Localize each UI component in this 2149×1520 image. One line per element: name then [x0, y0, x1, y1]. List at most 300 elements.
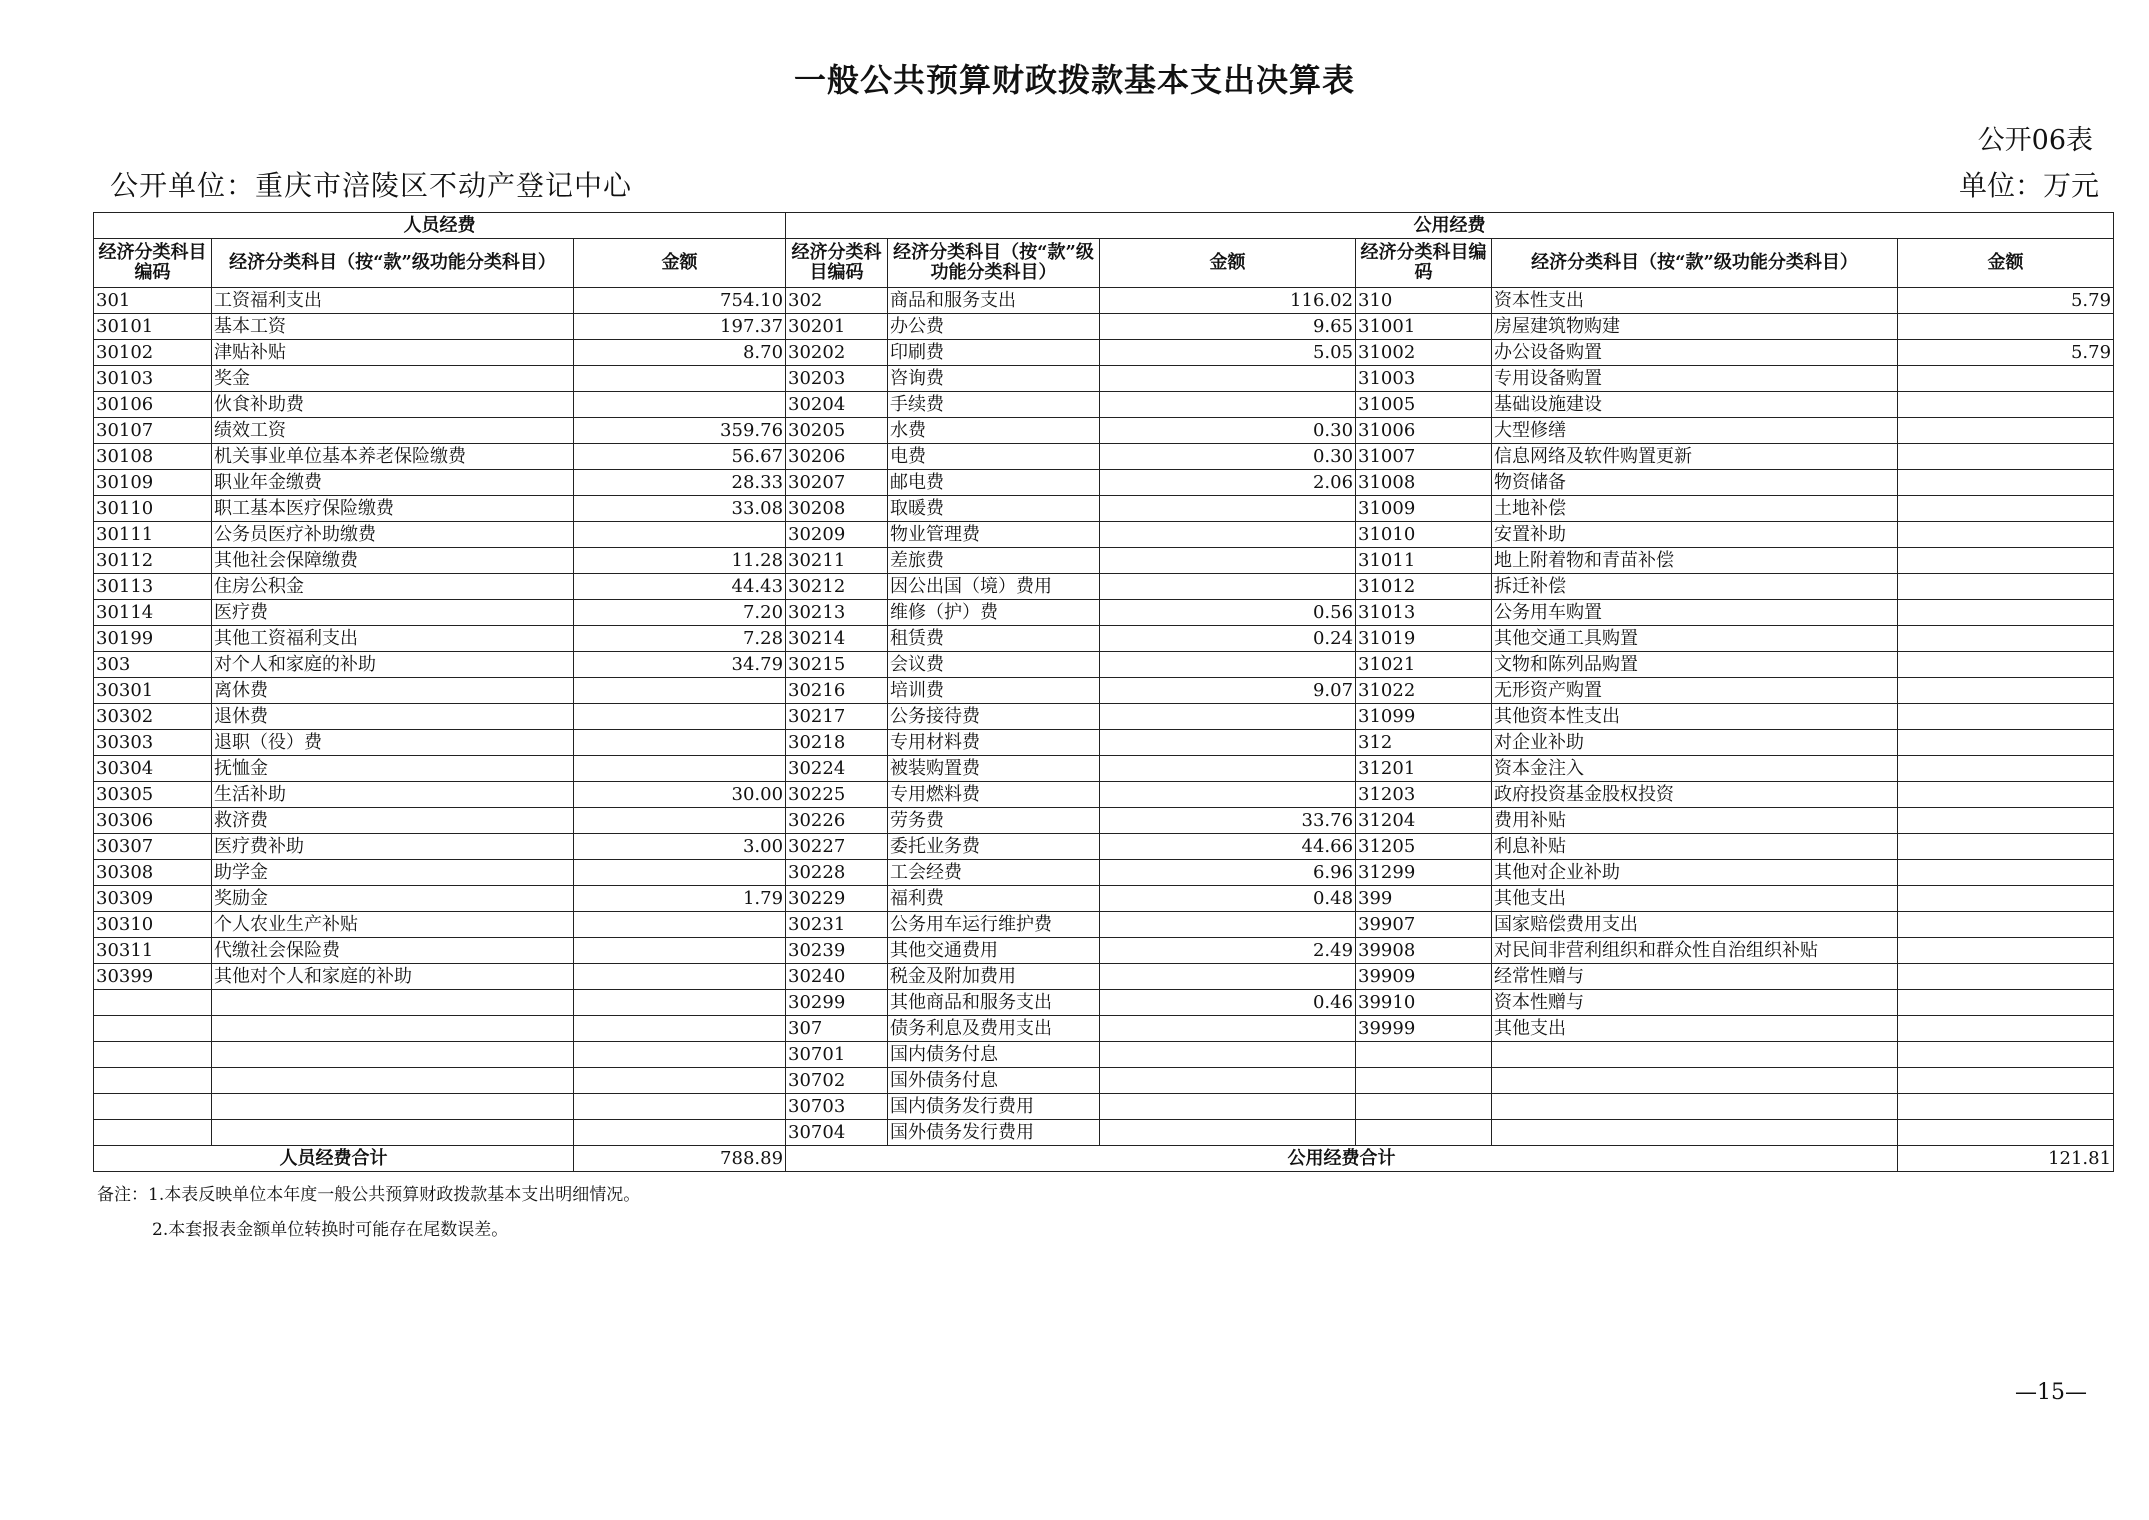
name-cell: 文物和陈列品购置 [1492, 652, 1898, 678]
code-cell: 30304 [94, 756, 212, 782]
name-cell: 拆迁补偿 [1492, 574, 1898, 600]
code-cell: 31012 [1356, 574, 1492, 600]
amount-cell [1898, 808, 2114, 834]
header-code-a: 经济分类科目编码 [94, 239, 212, 288]
amount-cell [574, 392, 786, 418]
name-cell: 国内债务付息 [888, 1042, 1100, 1068]
name-cell: 工会经费 [888, 860, 1100, 886]
amount-cell [1898, 730, 2114, 756]
name-cell: 房屋建筑物购建 [1492, 314, 1898, 340]
name-cell: 无形资产购置 [1492, 678, 1898, 704]
table-row [94, 808, 2114, 834]
code-cell: 31008 [1356, 470, 1492, 496]
code-cell: 30240 [786, 964, 888, 990]
code-cell: 307 [786, 1016, 888, 1042]
amount-cell [1898, 1120, 2114, 1146]
amount-cell [1898, 418, 2114, 444]
amount-cell [1898, 756, 2114, 782]
name-cell: 资本性赠与 [1492, 990, 1898, 1016]
amount-cell [1898, 912, 2114, 938]
code-cell: 39908 [1356, 938, 1492, 964]
name-cell: 债务利息及费用支出 [888, 1016, 1100, 1042]
code-cell: 30302 [94, 704, 212, 730]
code-cell: 30702 [786, 1068, 888, 1094]
amount-cell: 116.02 [1100, 288, 1356, 314]
name-cell: 资本性支出 [1492, 288, 1898, 314]
code-cell: 30112 [94, 548, 212, 574]
amount-cell: 0.48 [1100, 886, 1356, 912]
code-cell: 39999 [1356, 1016, 1492, 1042]
name-cell: 医疗费 [212, 600, 574, 626]
name-cell: 医疗费补助 [212, 834, 574, 860]
amount-cell: 3.00 [574, 834, 786, 860]
amount-cell [1898, 938, 2114, 964]
page-title: 一般公共预算财政拨款基本支出决算表 [793, 61, 1355, 99]
code-cell: 30113 [94, 574, 212, 600]
code-cell: 30106 [94, 392, 212, 418]
table-row [94, 626, 2114, 652]
amount-cell [574, 860, 786, 886]
code-cell: 30701 [786, 1042, 888, 1068]
name-cell: 其他支出 [1492, 886, 1898, 912]
name-cell: 邮电费 [888, 470, 1100, 496]
amount-cell [1100, 1120, 1356, 1146]
amount-cell [1898, 1094, 2114, 1120]
table-row [94, 548, 2114, 574]
amount-cell [1898, 470, 2114, 496]
name-cell: 对个人和家庭的补助 [212, 652, 574, 678]
code-cell [94, 1120, 212, 1146]
name-cell: 对企业补助 [1492, 730, 1898, 756]
code-cell: 39907 [1356, 912, 1492, 938]
name-cell: 基本工资 [212, 314, 574, 340]
amount-cell [1898, 1068, 2114, 1094]
name-cell: 取暖费 [888, 496, 1100, 522]
code-cell [94, 1016, 212, 1042]
header-name-a: 经济分类科目（按“款”级功能分类科目） [212, 239, 574, 288]
name-cell: 其他对个人和家庭的补助 [212, 964, 574, 990]
code-cell: 30307 [94, 834, 212, 860]
name-cell: 税金及附加费用 [888, 964, 1100, 990]
name-cell: 大型修缮 [1492, 418, 1898, 444]
code-cell: 31010 [1356, 522, 1492, 548]
code-cell: 31299 [1356, 860, 1492, 886]
amount-cell [574, 938, 786, 964]
code-cell: 30110 [94, 496, 212, 522]
name-cell: 津贴补贴 [212, 340, 574, 366]
amount-cell [1898, 444, 2114, 470]
name-cell: 咨询费 [888, 366, 1100, 392]
personnel-section-header: 人员经费 [94, 213, 786, 239]
header-name-c: 经济分类科目（按“款”级功能分类科目） [1492, 239, 1898, 288]
name-cell: 地上附着物和青苗补偿 [1492, 548, 1898, 574]
amount-cell [574, 678, 786, 704]
code-cell: 31205 [1356, 834, 1492, 860]
code-cell: 30217 [786, 704, 888, 730]
name-cell: 费用补贴 [1492, 808, 1898, 834]
name-cell: 公务员医疗补助缴费 [212, 522, 574, 548]
amount-cell: 7.20 [574, 600, 786, 626]
table-row [94, 652, 2114, 678]
amount-cell [1898, 990, 2114, 1016]
name-cell [212, 1016, 574, 1042]
public-total-label: 公用经费合计 [786, 1146, 1898, 1172]
name-cell: 奖金 [212, 366, 574, 392]
code-cell: 31002 [1356, 340, 1492, 366]
name-cell: 其他支出 [1492, 1016, 1898, 1042]
amount-cell [1100, 782, 1356, 808]
code-cell: 30226 [786, 808, 888, 834]
name-cell: 退休费 [212, 704, 574, 730]
code-cell [94, 1042, 212, 1068]
table-row [94, 418, 2114, 444]
table-row [94, 938, 2114, 964]
amount-cell [574, 990, 786, 1016]
amount-cell [1898, 1042, 2114, 1068]
name-cell: 专用材料费 [888, 730, 1100, 756]
code-cell: 312 [1356, 730, 1492, 756]
code-cell: 30303 [94, 730, 212, 756]
code-cell: 30311 [94, 938, 212, 964]
name-cell: 助学金 [212, 860, 574, 886]
amount-cell [574, 964, 786, 990]
code-cell: 30199 [94, 626, 212, 652]
amount-cell [1100, 964, 1356, 990]
amount-cell [1100, 366, 1356, 392]
table-row [94, 366, 2114, 392]
header-amount-b: 金额 [1100, 239, 1356, 288]
header-amount-c: 金额 [1898, 239, 2114, 288]
personnel-total-value: 788.89 [574, 1146, 786, 1172]
name-cell: 维修（护）费 [888, 600, 1100, 626]
amount-cell [1898, 548, 2114, 574]
name-cell: 奖励金 [212, 886, 574, 912]
table-row [94, 340, 2114, 366]
code-cell: 30399 [94, 964, 212, 990]
code-cell: 30109 [94, 470, 212, 496]
table-row [94, 782, 2114, 808]
name-cell: 基础设施建设 [1492, 392, 1898, 418]
name-cell: 职工基本医疗保险缴费 [212, 496, 574, 522]
code-cell: 30209 [786, 522, 888, 548]
name-cell: 物业管理费 [888, 522, 1100, 548]
table-row [94, 288, 2114, 314]
code-cell: 30204 [786, 392, 888, 418]
code-cell: 30231 [786, 912, 888, 938]
code-cell: 30208 [786, 496, 888, 522]
amount-cell [1898, 678, 2114, 704]
amount-cell: 44.66 [1100, 834, 1356, 860]
amount-cell [574, 522, 786, 548]
table-row [94, 730, 2114, 756]
name-cell: 其他对企业补助 [1492, 860, 1898, 886]
amount-cell: 0.56 [1100, 600, 1356, 626]
amount-cell: 9.07 [1100, 678, 1356, 704]
amount-cell [1100, 1094, 1356, 1120]
name-cell: 委托业务费 [888, 834, 1100, 860]
amount-cell [1898, 574, 2114, 600]
amount-cell [574, 730, 786, 756]
name-cell: 工资福利支出 [212, 288, 574, 314]
amount-cell [1100, 548, 1356, 574]
amount-cell: 2.06 [1100, 470, 1356, 496]
code-cell: 30111 [94, 522, 212, 548]
table-row [94, 834, 2114, 860]
code-cell: 30103 [94, 366, 212, 392]
name-cell: 资本金注入 [1492, 756, 1898, 782]
code-cell: 30202 [786, 340, 888, 366]
code-cell: 30299 [786, 990, 888, 1016]
code-cell: 30305 [94, 782, 212, 808]
code-cell: 302 [786, 288, 888, 314]
expenditure-table [93, 212, 2114, 1172]
code-cell: 31009 [1356, 496, 1492, 522]
name-cell: 劳务费 [888, 808, 1100, 834]
code-cell: 303 [94, 652, 212, 678]
amount-cell [1898, 964, 2114, 990]
code-cell: 30207 [786, 470, 888, 496]
code-cell: 31013 [1356, 600, 1492, 626]
name-cell: 国外债务付息 [888, 1068, 1100, 1094]
name-cell: 政府投资基金股权投资 [1492, 782, 1898, 808]
code-cell: 30216 [786, 678, 888, 704]
name-cell: 国内债务发行费用 [888, 1094, 1100, 1120]
name-cell: 其他商品和服务支出 [888, 990, 1100, 1016]
amount-cell [574, 1016, 786, 1042]
amount-cell [574, 912, 786, 938]
amount-cell: 5.79 [1898, 288, 2114, 314]
name-cell: 救济费 [212, 808, 574, 834]
amount-unit: 单位：万元 [1958, 169, 2099, 202]
amount-cell: 11.28 [574, 548, 786, 574]
amount-cell [574, 756, 786, 782]
code-cell: 31021 [1356, 652, 1492, 678]
amount-cell [1100, 1016, 1356, 1042]
code-cell: 30215 [786, 652, 888, 678]
code-cell: 31001 [1356, 314, 1492, 340]
code-cell: 30308 [94, 860, 212, 886]
name-cell: 其他工资福利支出 [212, 626, 574, 652]
table-row [94, 392, 2114, 418]
name-cell: 职业年金缴费 [212, 470, 574, 496]
code-cell: 30214 [786, 626, 888, 652]
note-2: 2.本套报表金额单位转换时可能存在尾数误差。 [152, 1220, 509, 1240]
amount-cell: 28.33 [574, 470, 786, 496]
table-row [94, 1068, 2114, 1094]
table-row [94, 860, 2114, 886]
code-cell [1356, 1042, 1492, 1068]
name-cell: 被装购置费 [888, 756, 1100, 782]
name-cell [212, 1068, 574, 1094]
amount-cell [1100, 392, 1356, 418]
code-cell: 30229 [786, 886, 888, 912]
name-cell: 租赁费 [888, 626, 1100, 652]
table-row [94, 704, 2114, 730]
table-row [94, 314, 2114, 340]
amount-cell [1100, 756, 1356, 782]
section-header-row [94, 213, 2114, 239]
code-cell: 31011 [1356, 548, 1492, 574]
code-cell: 31006 [1356, 418, 1492, 444]
name-cell: 住房公积金 [212, 574, 574, 600]
code-cell: 30227 [786, 834, 888, 860]
amount-cell [574, 704, 786, 730]
amount-cell [1898, 392, 2114, 418]
amount-cell: 0.46 [1100, 990, 1356, 1016]
code-cell: 31201 [1356, 756, 1492, 782]
amount-cell [574, 366, 786, 392]
code-cell [1356, 1120, 1492, 1146]
code-cell: 30201 [786, 314, 888, 340]
amount-cell: 1.79 [574, 886, 786, 912]
page-number: —15— [2015, 1380, 2087, 1405]
name-cell: 其他社会保障缴费 [212, 548, 574, 574]
name-cell [1492, 1094, 1898, 1120]
code-cell [94, 1068, 212, 1094]
public-section-header: 公用经费 [786, 213, 2114, 239]
name-cell: 机关事业单位基本养老保险缴费 [212, 444, 574, 470]
table-row [94, 886, 2114, 912]
code-cell: 30301 [94, 678, 212, 704]
amount-cell: 44.43 [574, 574, 786, 600]
amount-cell [1898, 860, 2114, 886]
code-cell: 30101 [94, 314, 212, 340]
table-row [94, 1120, 2114, 1146]
amount-cell [1898, 522, 2114, 548]
amount-cell: 0.24 [1100, 626, 1356, 652]
code-cell: 31007 [1356, 444, 1492, 470]
amount-cell: 5.79 [1898, 340, 2114, 366]
table-row [94, 600, 2114, 626]
name-cell: 经常性赠与 [1492, 964, 1898, 990]
name-cell: 利息补贴 [1492, 834, 1898, 860]
code-cell: 30703 [786, 1094, 888, 1120]
code-cell: 30218 [786, 730, 888, 756]
code-cell: 30228 [786, 860, 888, 886]
code-cell: 301 [94, 288, 212, 314]
name-cell: 个人农业生产补贴 [212, 912, 574, 938]
name-cell [1492, 1120, 1898, 1146]
code-cell: 30225 [786, 782, 888, 808]
column-header-row [94, 239, 2114, 288]
name-cell [1492, 1068, 1898, 1094]
code-cell: 31022 [1356, 678, 1492, 704]
code-cell: 30309 [94, 886, 212, 912]
amount-cell [1100, 912, 1356, 938]
amount-cell [1100, 574, 1356, 600]
name-cell [212, 1120, 574, 1146]
name-cell: 对民间非营利组织和群众性自治组织补贴 [1492, 938, 1898, 964]
amount-cell [1898, 782, 2114, 808]
code-cell: 30211 [786, 548, 888, 574]
name-cell [1492, 1042, 1898, 1068]
amount-cell [1898, 886, 2114, 912]
name-cell [212, 1094, 574, 1120]
table-row [94, 756, 2114, 782]
amount-cell [574, 808, 786, 834]
code-cell: 30205 [786, 418, 888, 444]
code-cell: 310 [1356, 288, 1492, 314]
name-cell: 退职（役）费 [212, 730, 574, 756]
name-cell: 电费 [888, 444, 1100, 470]
name-cell: 其他交通费用 [888, 938, 1100, 964]
name-cell: 物资储备 [1492, 470, 1898, 496]
amount-cell [1100, 704, 1356, 730]
header-amount-a: 金额 [574, 239, 786, 288]
table-row [94, 522, 2114, 548]
amount-cell [1898, 1016, 2114, 1042]
amount-cell: 56.67 [574, 444, 786, 470]
name-cell: 公务用车运行维护费 [888, 912, 1100, 938]
personnel-total-label: 人员经费合计 [94, 1146, 574, 1172]
name-cell: 伙食补助费 [212, 392, 574, 418]
amount-cell [1898, 652, 2114, 678]
table-row [94, 470, 2114, 496]
code-cell [1356, 1094, 1492, 1120]
code-cell: 31019 [1356, 626, 1492, 652]
amount-cell [1898, 600, 2114, 626]
amount-cell: 33.76 [1100, 808, 1356, 834]
name-cell: 办公设备购置 [1492, 340, 1898, 366]
amount-cell [1898, 834, 2114, 860]
name-cell: 公务用车购置 [1492, 600, 1898, 626]
name-cell: 商品和服务支出 [888, 288, 1100, 314]
name-cell: 因公出国（境）费用 [888, 574, 1100, 600]
amount-cell: 754.10 [574, 288, 786, 314]
name-cell: 差旅费 [888, 548, 1100, 574]
amount-cell: 7.28 [574, 626, 786, 652]
code-cell: 30213 [786, 600, 888, 626]
amount-cell: 8.70 [574, 340, 786, 366]
name-cell: 安置补助 [1492, 522, 1898, 548]
name-cell: 其他交通工具购置 [1492, 626, 1898, 652]
amount-cell [574, 1094, 786, 1120]
note-1: 备注：1.本表反映单位本年度一般公共预算财政拨款基本支出明细情况。 [97, 1185, 641, 1205]
name-cell: 其他资本性支出 [1492, 704, 1898, 730]
amount-cell: 5.05 [1100, 340, 1356, 366]
amount-cell [1898, 626, 2114, 652]
code-cell: 39910 [1356, 990, 1492, 1016]
amount-cell [1100, 1042, 1356, 1068]
code-cell: 30206 [786, 444, 888, 470]
name-cell: 办公费 [888, 314, 1100, 340]
name-cell: 印刷费 [888, 340, 1100, 366]
amount-cell [1898, 314, 2114, 340]
amount-cell: 197.37 [574, 314, 786, 340]
amount-cell [1100, 652, 1356, 678]
code-cell: 39909 [1356, 964, 1492, 990]
table-row [94, 678, 2114, 704]
name-cell: 水费 [888, 418, 1100, 444]
code-cell: 30306 [94, 808, 212, 834]
table-row [94, 964, 2114, 990]
name-cell: 土地补偿 [1492, 496, 1898, 522]
table-row [94, 1042, 2114, 1068]
table-row [94, 496, 2114, 522]
code-cell [1356, 1068, 1492, 1094]
name-cell: 公务接待费 [888, 704, 1100, 730]
code-cell: 30107 [94, 418, 212, 444]
amount-cell: 9.65 [1100, 314, 1356, 340]
code-cell [94, 990, 212, 1016]
code-cell: 30310 [94, 912, 212, 938]
amount-cell: 33.08 [574, 496, 786, 522]
name-cell: 国家赔偿费用支出 [1492, 912, 1898, 938]
amount-cell [1100, 1068, 1356, 1094]
name-cell: 手续费 [888, 392, 1100, 418]
code-cell: 30212 [786, 574, 888, 600]
code-cell: 31204 [1356, 808, 1492, 834]
